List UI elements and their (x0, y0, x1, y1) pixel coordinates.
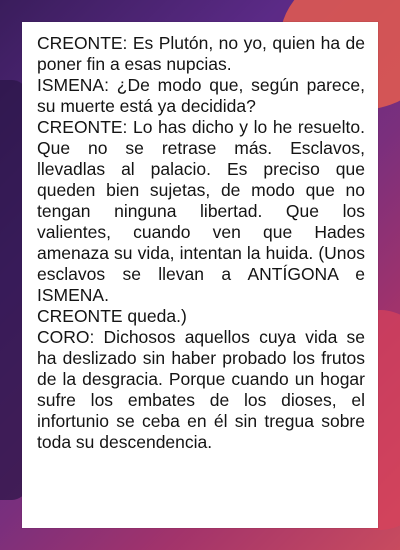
paragraph: ISMENA: ¿De modo que, según parece, su muerte está ya decidida? (37, 75, 365, 116)
paragraph: CREONTE: Es Plutón, no yo, quien ha de poner fin a esas nupcias. (37, 33, 365, 74)
paragraph: CORO: Dichosos aquellos cuya vida se ha deslizado sin haber probado los frutos de la desgracia. Porque cuando un hogar sufre los embates de los dioses, el infortunio se ceba en él sin tregua sobre toda su descendencia. (37, 327, 365, 452)
paragraph: CREONTE: Lo has dicho y lo he resuelto. Que no se retrase más. Esclavos, llevadlas al palacio. Es preciso que queden bien sujetas, de modo que no tengan ninguna libertad. Que los valientes, cuando ven que Hades amenaza su vida, intentan la huida. (Unos esclavos se llevan a ANTÍGONA e ISMENA. (37, 117, 365, 305)
text-card (22, 22, 378, 528)
paragraph: CREONTE queda.) (37, 306, 187, 326)
dialogue-text (37, 33, 365, 453)
